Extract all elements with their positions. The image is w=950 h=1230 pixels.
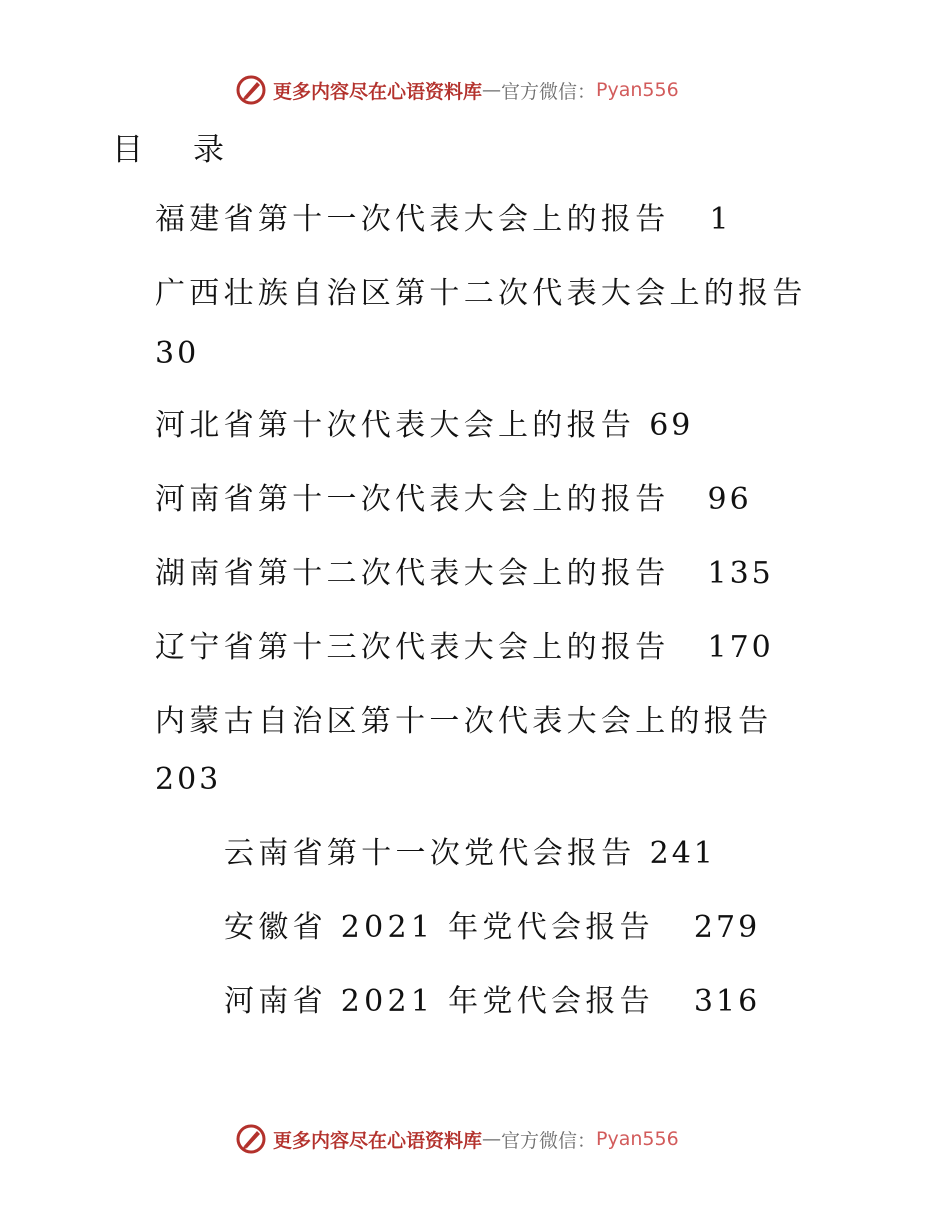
watermark-account: Pyan556	[596, 79, 679, 101]
toc-entry-hebei[interactable]	[155, 406, 693, 446]
toc-entry-yunnan[interactable]	[224, 834, 716, 874]
toc-entry-title: 广西壮族自治区第十二次代表大会上的报告	[155, 276, 807, 311]
toc-entry-fujian[interactable]	[155, 200, 732, 240]
toc-entry-page: 30	[155, 336, 200, 371]
toc-entry-guangxi-page	[155, 334, 199, 374]
toc-entry-page: 96	[707, 482, 752, 517]
watermark-dash: —	[482, 1128, 502, 1150]
toc-entry-page: 135	[707, 556, 774, 591]
toc-heading	[112, 124, 224, 169]
toc-entry-title: 云南省第十一次党代会报告	[224, 836, 636, 871]
toc-entry-page: 1	[709, 202, 732, 237]
header-watermark	[235, 73, 679, 107]
toc-entry-liaoning[interactable]	[155, 628, 774, 668]
toc-entry-page: 316	[693, 984, 761, 1019]
toc-entry-page: 241	[649, 836, 716, 871]
watermark-wechat-label: 官方微信：	[501, 80, 597, 103]
watermark-library-text: 更多内容尽在心语资料库	[273, 1129, 483, 1152]
toc-entry-guangxi[interactable]	[155, 274, 807, 314]
toc-entry-title: 湖南省第十二次代表大会上的报告	[155, 556, 670, 591]
toc-entry-page: 69	[649, 408, 694, 443]
toc-entry-page: 279	[693, 910, 761, 945]
toc-entry-title: 辽宁省第十三次代表大会上的报告	[155, 630, 670, 665]
toc-entry-title: 河北省第十次代表大会上的报告	[155, 408, 636, 443]
toc-entry-page: 203	[155, 762, 222, 797]
toc-entry-title: 内蒙古自治区第十一次代表大会上的报告	[155, 704, 773, 739]
toc-entry-page: 170	[707, 630, 774, 665]
watermark-dash: —	[482, 79, 502, 101]
watermark-library-text: 更多内容尽在心语资料库	[273, 80, 483, 103]
toc-entry-henan-2021[interactable]	[224, 982, 760, 1022]
watermark-wechat-label: 官方微信：	[501, 1129, 597, 1152]
toc-entry-hunan[interactable]	[155, 554, 774, 594]
toc-entry-title: 安徽省 2021 年党代会报告	[224, 910, 654, 945]
pen-circle-logo-icon	[235, 74, 267, 106]
toc-entry-neimenggu[interactable]	[155, 702, 772, 742]
toc-entry-anhui[interactable]	[224, 908, 760, 948]
toc-entry-title: 福建省第十一次代表大会上的报告	[155, 202, 670, 237]
toc-entry-neimenggu-page	[155, 760, 221, 800]
watermark-account: Pyan556	[596, 1128, 679, 1150]
toc-entry-title: 河南省 2021 年党代会报告	[224, 984, 654, 1019]
footer-watermark	[235, 1122, 679, 1156]
toc-heading-char-1: 目	[112, 132, 143, 168]
toc-heading-char-2: 录	[193, 132, 224, 168]
toc-entry-henan[interactable]	[155, 480, 752, 520]
pen-circle-logo-icon	[235, 1123, 267, 1155]
toc-entry-title: 河南省第十一次代表大会上的报告	[155, 482, 670, 517]
